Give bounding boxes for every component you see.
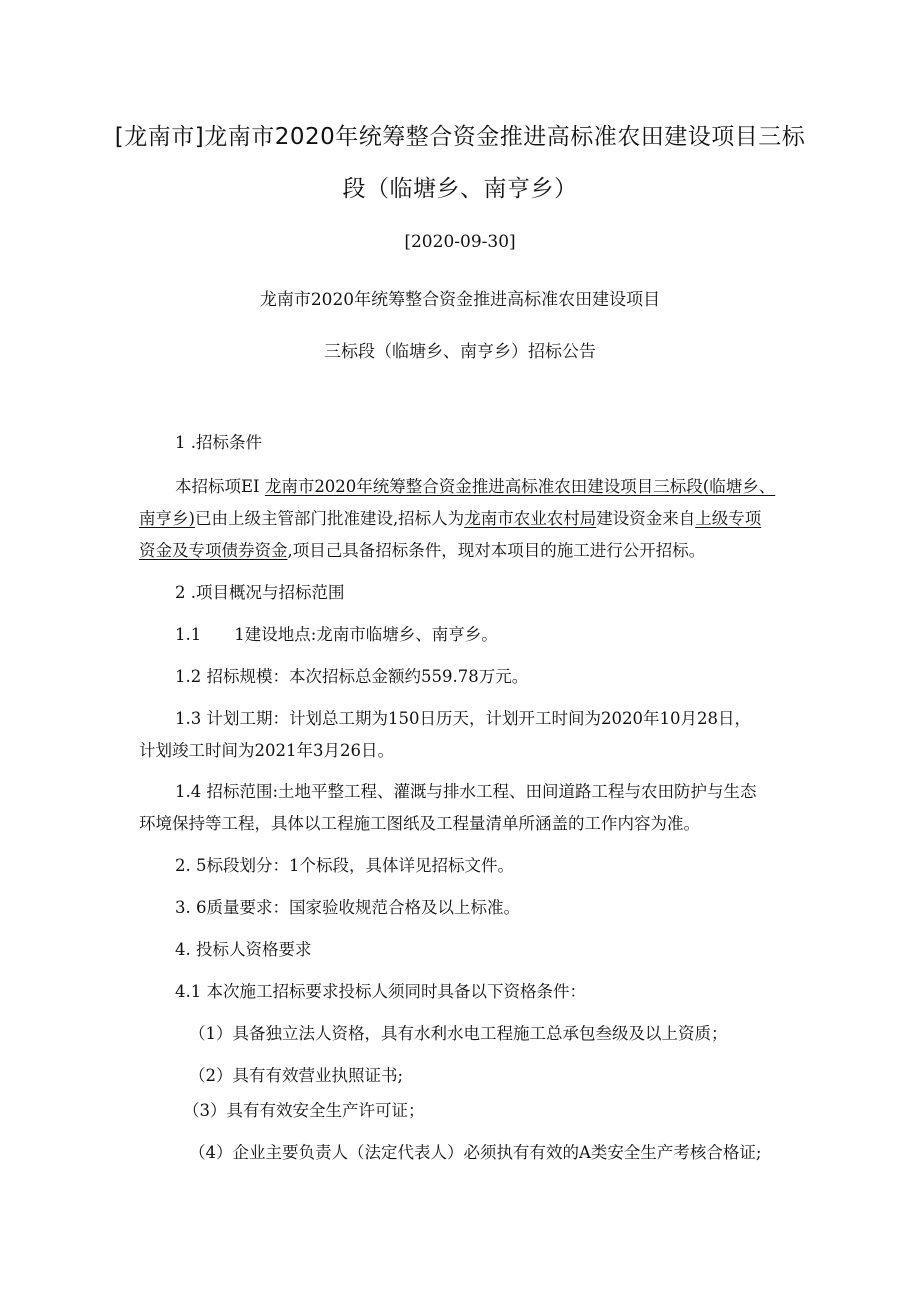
section-1-heading: 1 .招标条件 [175,433,262,452]
condition-1: （1）具备独立法人资格，具有水利水电工程施工总承包叁级及以上资质； [189,1024,728,1043]
notice-title-line-2: 三标段（临塘乡、南亨乡）招标公告 [324,342,596,362]
text-segment: 本招标项EI [175,477,265,496]
condition-4: （4）企业主要负责人（法定代表人）必须执有有效的A类安全生产考核合格证; [189,1143,762,1162]
item-1-3-line-2: 计划竣工时间为2021年3月26日。 [139,741,394,760]
notice-title-line-1: 龙南市2020年统筹整合资金推进高标准农田建设项目 [259,290,661,310]
fund-source-underlined: 上级专项 [695,509,762,528]
document-title-line-2: 段（临塘乡、南亨乡） [342,176,578,202]
item-1-4-line-1: 1.4 招标范围:土地平整工程、灌溉与排水工程、田间道路工程与农田防护与生态 [175,782,757,801]
fund-source-underlined-cont: 资金及专项债券资金 [139,541,288,560]
item-1-3-line-1: 1.3 计划工期：计划总工期为150日历天，计划开工时间为2020年10月28日， [175,709,751,728]
text-segment: 已由上级主管部门批准建设,招标人为 [194,509,465,528]
text-segment: 建设资金来自 [596,509,696,528]
paragraph-1-line-3 [139,537,799,561]
publish-date: [2020-09-30] [404,232,516,252]
paragraph-1-line-1 [175,473,835,497]
paragraph-1-line-2 [139,505,799,529]
tenderer-underlined: 龙南市农业农村局 [464,509,597,528]
section-2-heading: 2 .项目概况与招标范围 [175,583,345,602]
item-4-1: 4.1 本次施工招标要求投标人须同时具备以下资格条件： [175,982,586,1001]
section-4-heading: 4. 投标人资格要求 [175,940,312,959]
condition-2: （2）具有有效营业执照证书; [189,1066,404,1085]
text-segment: ,项目己具备招标条件，现对本项目的施工进行公开招标。 [287,541,706,560]
project-name-underlined-cont: 南亨乡) [139,509,195,528]
document-title-line-1: [龙南市]龙南市2020年统筹整合资金推进高标准农田建设项目三标 [114,124,806,150]
item-1-2: 1.2 招标规模：本次招标总金额约559.78万元。 [175,667,529,686]
item-1-1: 1.1 1建设地点:龙南市临塘乡、南亨乡。 [175,625,498,644]
condition-3: （3）具有有效安全生产许可证； [183,1101,425,1120]
project-name-underlined: 龙南市2020年统筹整合资金推进高标准农田建设项目三标段(临塘乡、 [264,477,776,496]
item-2-5: 2. 5标段划分：1个标段，具体详见招标文件。 [175,856,514,875]
item-1-4-line-2: 环境保持等工程，具体以工程施工图纸及工程量清单所涵盖的工作内容为准。 [139,814,700,833]
item-3-6: 3. 6质量要求：国家验收规范合格及以上标准。 [175,898,520,917]
